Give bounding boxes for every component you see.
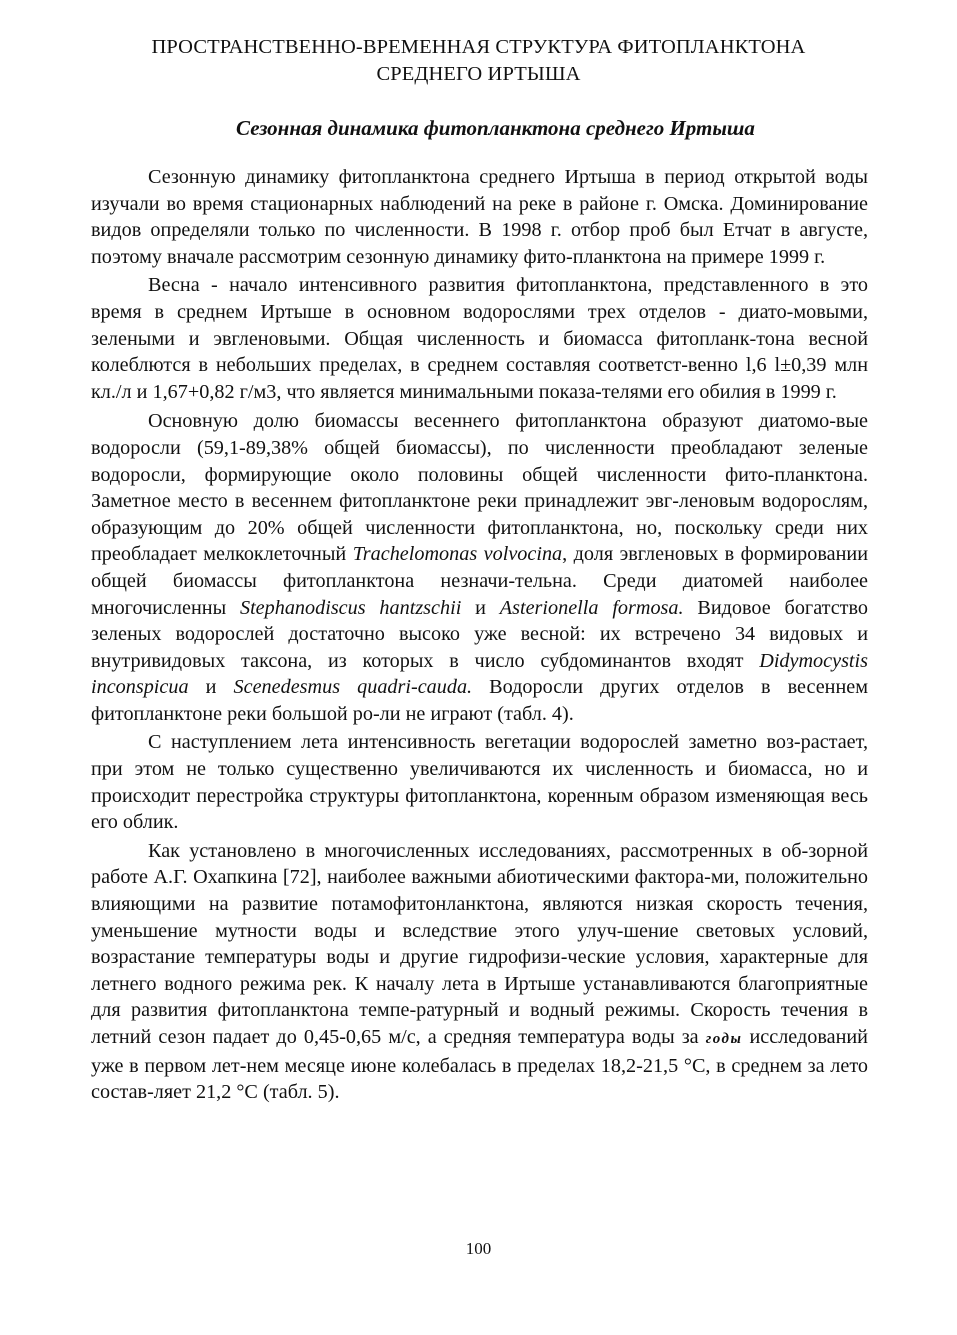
body-text [91, 164, 868, 1106]
paragraph-5-text-a: Как установлено в многочисленных исследованиях, рассмотренных в об-зорной работе А.Г. Охапкина [72], наиболее важными абиотическими фактора-ми, положительно влияющими на развитие потамофитонланктона, являются низкая скорость течения, уменьшение мутности воды и вследствие этого улуч-шение световых условий, возрастание температуры воды и другие гидрофизи-ческие условия, характерные для летнего водного режима рек. К началу лета в Иртыше устанавливаются благоприятные для развития фитопланктона темпе-ратурный и водный режимы. Скорость течения в летний сезон падает до 0,45-0,65 м/с, а средняя температура воды за [91, 839, 868, 1048]
species-name: Scenedesmus quadri-cauda. [233, 676, 473, 699]
paragraph-1: Сезонную динамику фитопланктона среднего Иртыша в период открытой воды изучали во время стационарных наблюдений на реке в районе г. Омска. Доминирование видов определяли только по численности. В 1998 г. отбор проб был Етчат в августе, поэтому вначале рассмотрим сезонную динамику фито-планктона на примере 1999 г. [91, 166, 868, 268]
page-title [60, 34, 897, 88]
species-name: Trachelomonas volvocina [352, 543, 563, 566]
paragraph-3-text-f: Водоросли других отделов в весеннем фитопланктоне реки большой ро-ли не играют (табл. 4). [91, 676, 868, 725]
paragraph-5 [91, 838, 868, 1106]
species-name: Stephanodiscus hantzschii [239, 596, 462, 619]
paragraph-5-text-b: исследований уже в первом лет-нем месяце июне колебалась в пределах 18,2-21,5 °С, в среднем за лето состав-ляет 21,2 °С (табл. 5). [91, 1026, 868, 1104]
page-title-line-2: СРЕДНЕГО ИРТЫША [376, 63, 581, 85]
paragraph-3-text-c: и [461, 596, 500, 619]
paragraph-3-text-e: и [188, 676, 234, 699]
section-subtitle: Сезонная динамика фитопланктона среднего Иртыша [236, 116, 755, 140]
paragraph-4: С наступлением лета интенсивность вегетации водорослей заметно воз-растает, при этом не только существенно увеличиваются их численность и биомасса, но и происходит перестройка структуры фитопланктона, коренным образом изменяющая весь его облик. [91, 731, 868, 834]
page-number: 100 [465, 1239, 492, 1258]
species-name: Asterionella formosa. [499, 596, 684, 619]
page-title-line-1: ПРОСТРАНСТВЕННО-ВРЕМЕННАЯ СТРУКТУРА ФИТОПЛАНКТОНА [151, 36, 806, 58]
emphasized-word: годы [705, 1031, 743, 1047]
paragraph-3 [91, 408, 868, 727]
paragraph-3-text-b: , доля эвгленовых в формировании общей биомассы фитопланктона незначи-тельна. Среди диатомей наиболее многочисленны [91, 543, 868, 619]
paragraph-3-text-d: Видовое богатство зеленых водорослей достаточно высоко уже весной: их встречено 34 видовых и внутривидовых таксона, из которых в число субдоминантов входят [91, 596, 868, 672]
species-name: Didymocystis inconspicua [91, 649, 868, 699]
paragraph-3-text-a: Основную долю биомассы весеннего фитопланктона образуют диатомо-вые водоросли (59,1-89,38% общей биомассы), по численности преобладают зеленые водоросли, формирующие около половины общей численности фито-планктона. Заметное место в весеннем фитопланктоне реки принадлежит эвг-леновым водорослям, образующим до 20% общей численности фитопланктона, но, поскольку среди них преобладает мелкоклеточный [91, 410, 868, 566]
paragraph-2: Весна - начало интенсивного развития фитопланктона, представленного в это время в среднем Иртыше в основном водорослями трех отделов - диато-мовыми, зелеными и эвгленовыми. Общая численность и биомасса фитопланк-тона весной колеблются в небольших пределах, в среднем составляя соответст-венно l,6 l±0,39 млн кл./л и 1,67+0,82 г/м3, что является минимальными показа-телями его обилия в 1999 г. [91, 274, 868, 403]
